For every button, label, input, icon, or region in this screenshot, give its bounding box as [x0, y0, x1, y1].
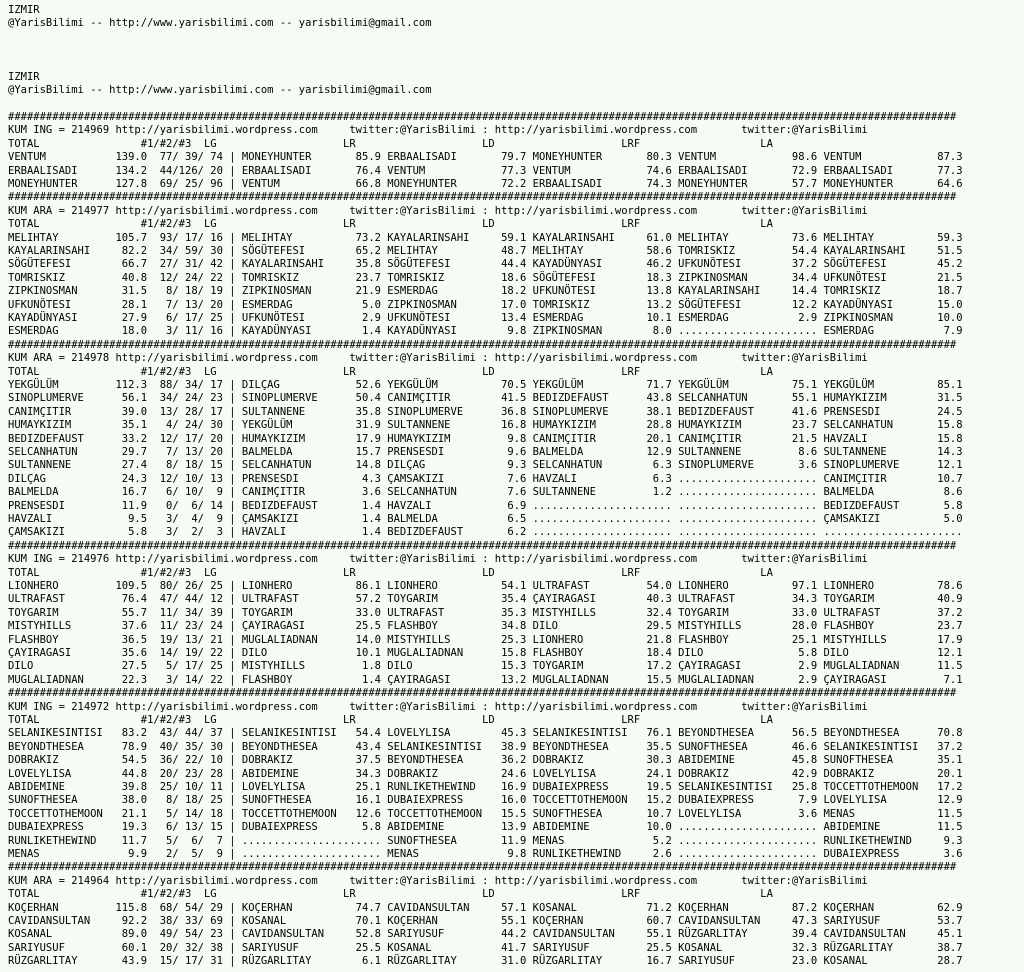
race-title: KUM ING = 214976 http://yarisbilimi.wordpress.com twitter:@YarisBilimi : http://yarisbilimi.wordpress.com twitter:@YarisBilimi	[8, 553, 868, 566]
race-title: KUM ARA = 214978 http://yarisbilimi.wordpress.com twitter:@YarisBilimi : http://yarisbilimi.wordpress.com twitter:@YarisBilimi	[8, 352, 868, 365]
result-row: ÇAMSAKIZI 5.8 3/ 2/ 3 | HAVZALI 1.4 BEDIZDEFAUST 6.2 ...................... ...................... ......................	[8, 526, 963, 539]
result-row: RUNLIKETHEWIND 11.7 5/ 6/ 7 | ...................... SUNOFTHESEA 11.9 MENAS 5.2 ...................... RUNLIKETHEWIND 9.3	[8, 834, 963, 847]
column-header: TOTAL #1/#2/#3 LG LR LD LRF LA	[8, 365, 773, 378]
result-row: DOBRAKIZ 54.5 36/ 22/ 10 | DOBRAKIZ 37.5 BEYONDTHESEA 36.2 DOBRAKIZ 30.3 ABIDEMINE 45.8 SUNOFTHESEA 35.1	[8, 754, 963, 767]
column-header: TOTAL #1/#2/#3 LG LR LD LRF LA	[8, 714, 773, 726]
result-row: CANIMÇITIR 39.0 13/ 28/ 17 | SULTANNENE 35.8 SINOPLUMERVE 36.8 SINOPLUMERVE 38.1 BEDIZDEFAUST 41.6 PRENSESDI 24.5	[8, 405, 963, 418]
race-title: KUM ARA = 214977 http://yarisbilimi.wordpress.com twitter:@YarisBilimi : http://yarisbilimi.wordpress.com twitter:@YarisBilimi	[8, 204, 868, 217]
race-title: KUM ING = 214969 http://yarisbilimi.wordpress.com twitter:@YarisBilimi : http://yarisbilimi.wordpress.com twitter:@YarisBilimi	[8, 124, 868, 137]
result-row: DILÇAG 24.3 12/ 10/ 13 | PRENSESDI 4.3 ÇAMSAKIZI 7.6 HAVZALI 6.3 ...................... CANIMÇITIR 10.7	[8, 472, 963, 485]
result-row: ÇAYIRAGASI 35.6 14/ 19/ 22 | DILO 10.1 MUGLALIADNAN 15.8 FLASHBOY 18.4 DILO 5.8 DILO 12.1	[8, 647, 963, 659]
result-row: HUMAYKIZIM 35.1 4/ 24/ 30 | YEKGÜLÜM 31.9 SULTANNENE 16.8 HUMAYKIZIM 28.8 HUMAYKIZIM 23.7 SELCANHATUN 15.8	[8, 419, 963, 432]
separator-line: ######################################################################################################################################################	[8, 338, 957, 351]
result-row: PRENSESDI 11.9 0/ 6/ 14 | BEDIZDEFAUST 1.4 HAVZALI 6.9 ...................... ...................... BEDIZDEFAUST 5.8	[8, 499, 963, 512]
result-row: ZIPKINOSMAN 31.5 8/ 18/ 19 | ZIPKINOSMAN 21.9 ESMERDAG 18.2 UFKUNÖTESI 13.8 KAYALARINSAHI 14.4 TOMRISKIZ 18.7	[8, 285, 963, 298]
result-row: DUBAIEXPRESS 19.3 6/ 13/ 15 | DUBAIEXPRESS 5.8 ABIDEMINE 13.9 ABIDEMINE 10.0 ...................... ABIDEMINE 11.5	[8, 821, 963, 834]
header-city: IZMIR	[8, 4, 40, 16]
result-row: DILO 27.5 5/ 17/ 25 | MISTYHILLS 1.8 DILO 15.3 TOYGARIM 17.2 ÇAYIRAGASI 2.9 MUGLALIADNAN 11.5	[8, 660, 963, 673]
result-row: KOÇERHAN 115.8 68/ 54/ 29 | KOÇERHAN 74.7 CAVIDANSULTAN 57.1 KOSANAL 71.2 KOÇERHAN 87.2 KOÇERHAN 62.9	[8, 901, 963, 914]
column-header: TOTAL #1/#2/#3 LG LR LD LRF LA	[8, 566, 773, 579]
result-row: ERBAALISADI 134.2 44/126/ 20 | ERBAALISADI 76.4 VENTUM 77.3 VENTUM 74.6 ERBAALISADI 72.9 ERBAALISADI 77.3	[8, 164, 963, 177]
result-row: BALMELDA 16.7 6/ 10/ 9 | CANIMÇITIR 3.6 SELCANHATUN 7.6 SULTANNENE 1.2 ...................... BALMELDA 8.6	[8, 486, 963, 499]
result-row: SÖGÜTEFESI 66.7 27/ 31/ 42 | KAYALARINSAHI 35.8 SÖGÜTEFESI 44.4 KAYADÜNYASI 46.2 UFKUNÖTESI 37.2 SÖGÜTEFESI 45.2	[8, 258, 963, 271]
result-row: MELIHTAY 105.7 93/ 17/ 16 | MELIHTAY 73.2 KAYALARINSAHI 59.1 KAYALARINSAHI 61.0 MELIHTAY 73.6 MELIHTAY 59.3	[8, 231, 963, 244]
result-row: RÜZGARLITAY 43.9 15/ 17/ 31 | RÜZGARLITAY 6.1 RÜZGARLITAY 31.0 RÜZGARLITAY 16.7 SARIYUSUF 23.0 KOSANAL 28.7	[8, 955, 963, 968]
result-row: TOYGARIM 55.7 11/ 34/ 39 | TOYGARIM 33.0 ULTRAFAST 35.3 MISTYHILLS 32.4 TOYGARIM 33.0 ULTRAFAST 37.2	[8, 606, 963, 619]
race-title: KUM ING = 214972 http://yarisbilimi.wordpress.com twitter:@YarisBilimi : http://yarisbilimi.wordpress.com twitter:@YarisBilimi	[8, 700, 868, 713]
header-city: IZMIR	[8, 71, 40, 83]
result-row: MONEYHUNTER 127.8 69/ 25/ 96 | VENTUM 66.8 MONEYHUNTER 72.2 ERBAALISADI 74.3 MONEYHUNTER 57.7 MONEYHUNTER 64.6	[8, 178, 963, 190]
result-row: SELCANHATUN 29.7 7/ 13/ 20 | BALMELDA 15.7 PRENSESDI 9.6 BALMELDA 12.9 SULTANNENE 8.6 SULTANNENE 14.3	[8, 446, 963, 458]
result-row: KOSANAL 89.0 49/ 54/ 23 | CAVIDANSULTAN 52.8 SARIYUSUF 44.2 CAVIDANSULTAN 55.1 RÜZGARLITAY 39.4 CAVIDANSULTAN 45.1	[8, 928, 963, 941]
result-row: FLASHBOY 36.5 19/ 13/ 21 | MUGLALIADNAN 14.0 MISTYHILLS 25.3 LIONHERO 21.8 FLASHBOY 25.1 MISTYHILLS 17.9	[8, 633, 963, 646]
result-row: SELANIKESINTISI 83.2 43/ 44/ 37 | SELANIKESINTISI 54.4 LOVELYLISA 45.3 SELANIKESINTISI 76.1 BEYONDTHESEA 56.5 BEYONDTHESEA 70.8	[8, 727, 963, 740]
result-row: ESMERDAG 18.0 3/ 11/ 16 | KAYADÜNYASI 1.4 KAYADÜNYASI 9.8 ZIPKINOSMAN 8.0 ...................... ESMERDAG 7.9	[8, 325, 963, 338]
result-row: SUNOFTHESEA 38.0 8/ 18/ 25 | SUNOFTHESEA 16.1 DUBAIEXPRESS 16.0 TOCCETTOTHEMOON 15.2 DUBAIEXPRESS 7.9 LOVELYLISA 12.9	[8, 794, 963, 807]
result-row: MUGLALIADNAN 22.3 3/ 14/ 22 | FLASHBOY 1.4 ÇAYIRAGASI 13.2 MUGLALIADNAN 15.5 MUGLALIADNAN 2.9 ÇAYIRAGASI 7.1	[8, 673, 963, 686]
column-header: TOTAL #1/#2/#3 LG LR LD LRF LA	[8, 137, 773, 150]
result-row: MENAS 9.9 2/ 5/ 9 | ...................... MENAS 9.8 RUNLIKETHEWIND 2.6 ...................... DUBAIEXPRESS 3.6	[8, 848, 963, 860]
header-contact: @YarisBilimi -- http://www.yarisbilimi.com -- yarisbilimi@gmail.com	[8, 84, 432, 96]
result-row: TOMRISKIZ 40.8 12/ 24/ 22 | TOMRISKIZ 23.7 TOMRISKIZ 18.6 SÖGÜTEFESI 18.3 ZIPKINOSMAN 34.4 UFKUNÖTESI 21.5	[8, 271, 963, 284]
result-row: MISTYHILLS 37.6 11/ 23/ 24 | ÇAYIRAGASI 25.5 FLASHBOY 34.8 DILO 29.5 MISTYHILLS 28.0 FLASHBOY 23.7	[8, 620, 963, 633]
result-row: YEKGÜLÜM 112.3 88/ 34/ 17 | DILÇAG 52.6 YEKGÜLÜM 70.5 YEKGÜLÜM 71.7 YEKGÜLÜM 75.1 YEKGÜLÜM 85.1	[8, 379, 963, 391]
header-contact: @YarisBilimi -- http://www.yarisbilimi.com -- yarisbilimi@gmail.com	[8, 17, 432, 29]
result-row: VENTUM 139.0 77/ 39/ 74 | MONEYHUNTER 85.9 ERBAALISADI 79.7 MONEYHUNTER 80.3 VENTUM 98.6 VENTUM 87.3	[8, 151, 963, 164]
result-row: SARIYUSUF 60.1 20/ 32/ 38 | SARIYUSUF 25.5 KOSANAL 41.7 SARIYUSUF 25.5 KOSANAL 32.3 RÜZGARLITAY 38.7	[8, 941, 963, 954]
result-row: LIONHERO 109.5 80/ 26/ 25 | LIONHERO 86.1 LIONHERO 54.1 ULTRAFAST 54.0 LIONHERO 97.1 LIONHERO 78.6	[8, 580, 963, 592]
separator-line: ######################################################################################################################################################	[8, 687, 957, 700]
result-row: ABIDEMINE 39.8 25/ 10/ 11 | LOVELYLISA 25.1 RUNLIKETHEWIND 16.9 DUBAIEXPRESS 19.5 SELANIKESINTISI 25.8 TOCCETTOTHEMOON 17.2	[8, 781, 963, 793]
separator-line: ######################################################################################################################################################	[8, 539, 957, 552]
column-header: TOTAL #1/#2/#3 LG LR LD LRF LA	[8, 218, 773, 231]
result-row: SINOPLUMERVE 56.1 34/ 24/ 23 | SINOPLUMERVE 50.4 CANIMÇITIR 41.5 BEDIZDEFAUST 43.8 SELCANHATUN 55.1 HUMAYKIZIM 31.5	[8, 392, 963, 405]
result-row: KAYADÜNYASI 27.9 6/ 17/ 25 | UFKUNÖTESI 2.9 UFKUNÖTESI 13.4 ESMERDAG 10.1 ESMERDAG 2.9 ZIPKINOSMAN 10.0	[8, 312, 963, 324]
separator-line: ######################################################################################################################################################	[8, 191, 957, 204]
result-row: ULTRAFAST 76.4 47/ 44/ 12 | ULTRAFAST 57.2 TOYGARIM 35.4 ÇAYIRAGASI 40.3 ULTRAFAST 34.3 TOYGARIM 40.9	[8, 593, 963, 606]
result-row: HAVZALI 9.5 3/ 4/ 9 | ÇAMSAKIZI 1.4 BALMELDA 6.5 ...................... ...................... ÇAMSAKIZI 5.0	[8, 513, 963, 525]
result-row: CAVIDANSULTAN 92.2 38/ 33/ 69 | KOSANAL 70.1 KOÇERHAN 55.1 KOÇERHAN 60.7 CAVIDANSULTAN 47.3 SARIYUSUF 53.7	[8, 915, 963, 927]
race-title: KUM ARA = 214964 http://yarisbilimi.wordpress.com twitter:@YarisBilimi : http://yarisbilimi.wordpress.com twitter:@YarisBilimi	[8, 874, 868, 887]
result-row: KAYALARINSAHI 82.2 34/ 59/ 30 | SÖGÜTEFESI 65.2 MELIHTAY 48.7 MELIHTAY 58.6 TOMRISKIZ 54.4 KAYALARINSAHI 51.5	[8, 245, 963, 257]
result-row: TOCCETTOTHEMOON 21.1 5/ 14/ 18 | TOCCETTOTHEMOON 12.6 TOCCETTOTHEMOON 15.5 SUNOFTHESEA 10.7 LOVELYLISA 3.6 MENAS 11.5	[8, 807, 963, 820]
result-row: BEDIZDEFAUST 33.2 12/ 17/ 20 | HUMAYKIZIM 17.9 HUMAYKIZIM 9.8 CANIMÇITIR 20.1 CANIMÇITIR 21.5 HAVZALI 15.8	[8, 432, 963, 445]
result-row: BEYONDTHESEA 78.9 40/ 35/ 30 | BEYONDTHESEA 43.4 SELANIKESINTISI 38.9 BEYONDTHESEA 35.5 SUNOFTHESEA 46.6 SELANIKESINTISI 37.2	[8, 740, 963, 753]
result-row: LOVELYLISA 44.8 20/ 23/ 28 | ABIDEMINE 34.3 DOBRAKIZ 24.6 LOVELYLISA 24.1 DOBRAKIZ 42.9 DOBRAKIZ 20.1	[8, 767, 963, 780]
column-header: TOTAL #1/#2/#3 LG LR LD LRF LA	[8, 888, 773, 901]
result-row: UFKUNÖTESI 28.1 7/ 13/ 20 | ESMERDAG 5.0 ZIPKINOSMAN 17.0 TOMRISKIZ 13.2 SÖGÜTEFESI 12.2 KAYADÜNYASI 15.0	[8, 298, 963, 311]
result-row: SULTANNENE 27.4 8/ 18/ 15 | SELCANHATUN 14.8 DILÇAG 9.3 SELCANHATUN 6.3 SINOPLUMERVE 3.6 SINOPLUMERVE 12.1	[8, 459, 963, 472]
separator-line: ######################################################################################################################################################	[8, 111, 957, 123]
separator-line: ######################################################################################################################################################	[8, 861, 957, 874]
